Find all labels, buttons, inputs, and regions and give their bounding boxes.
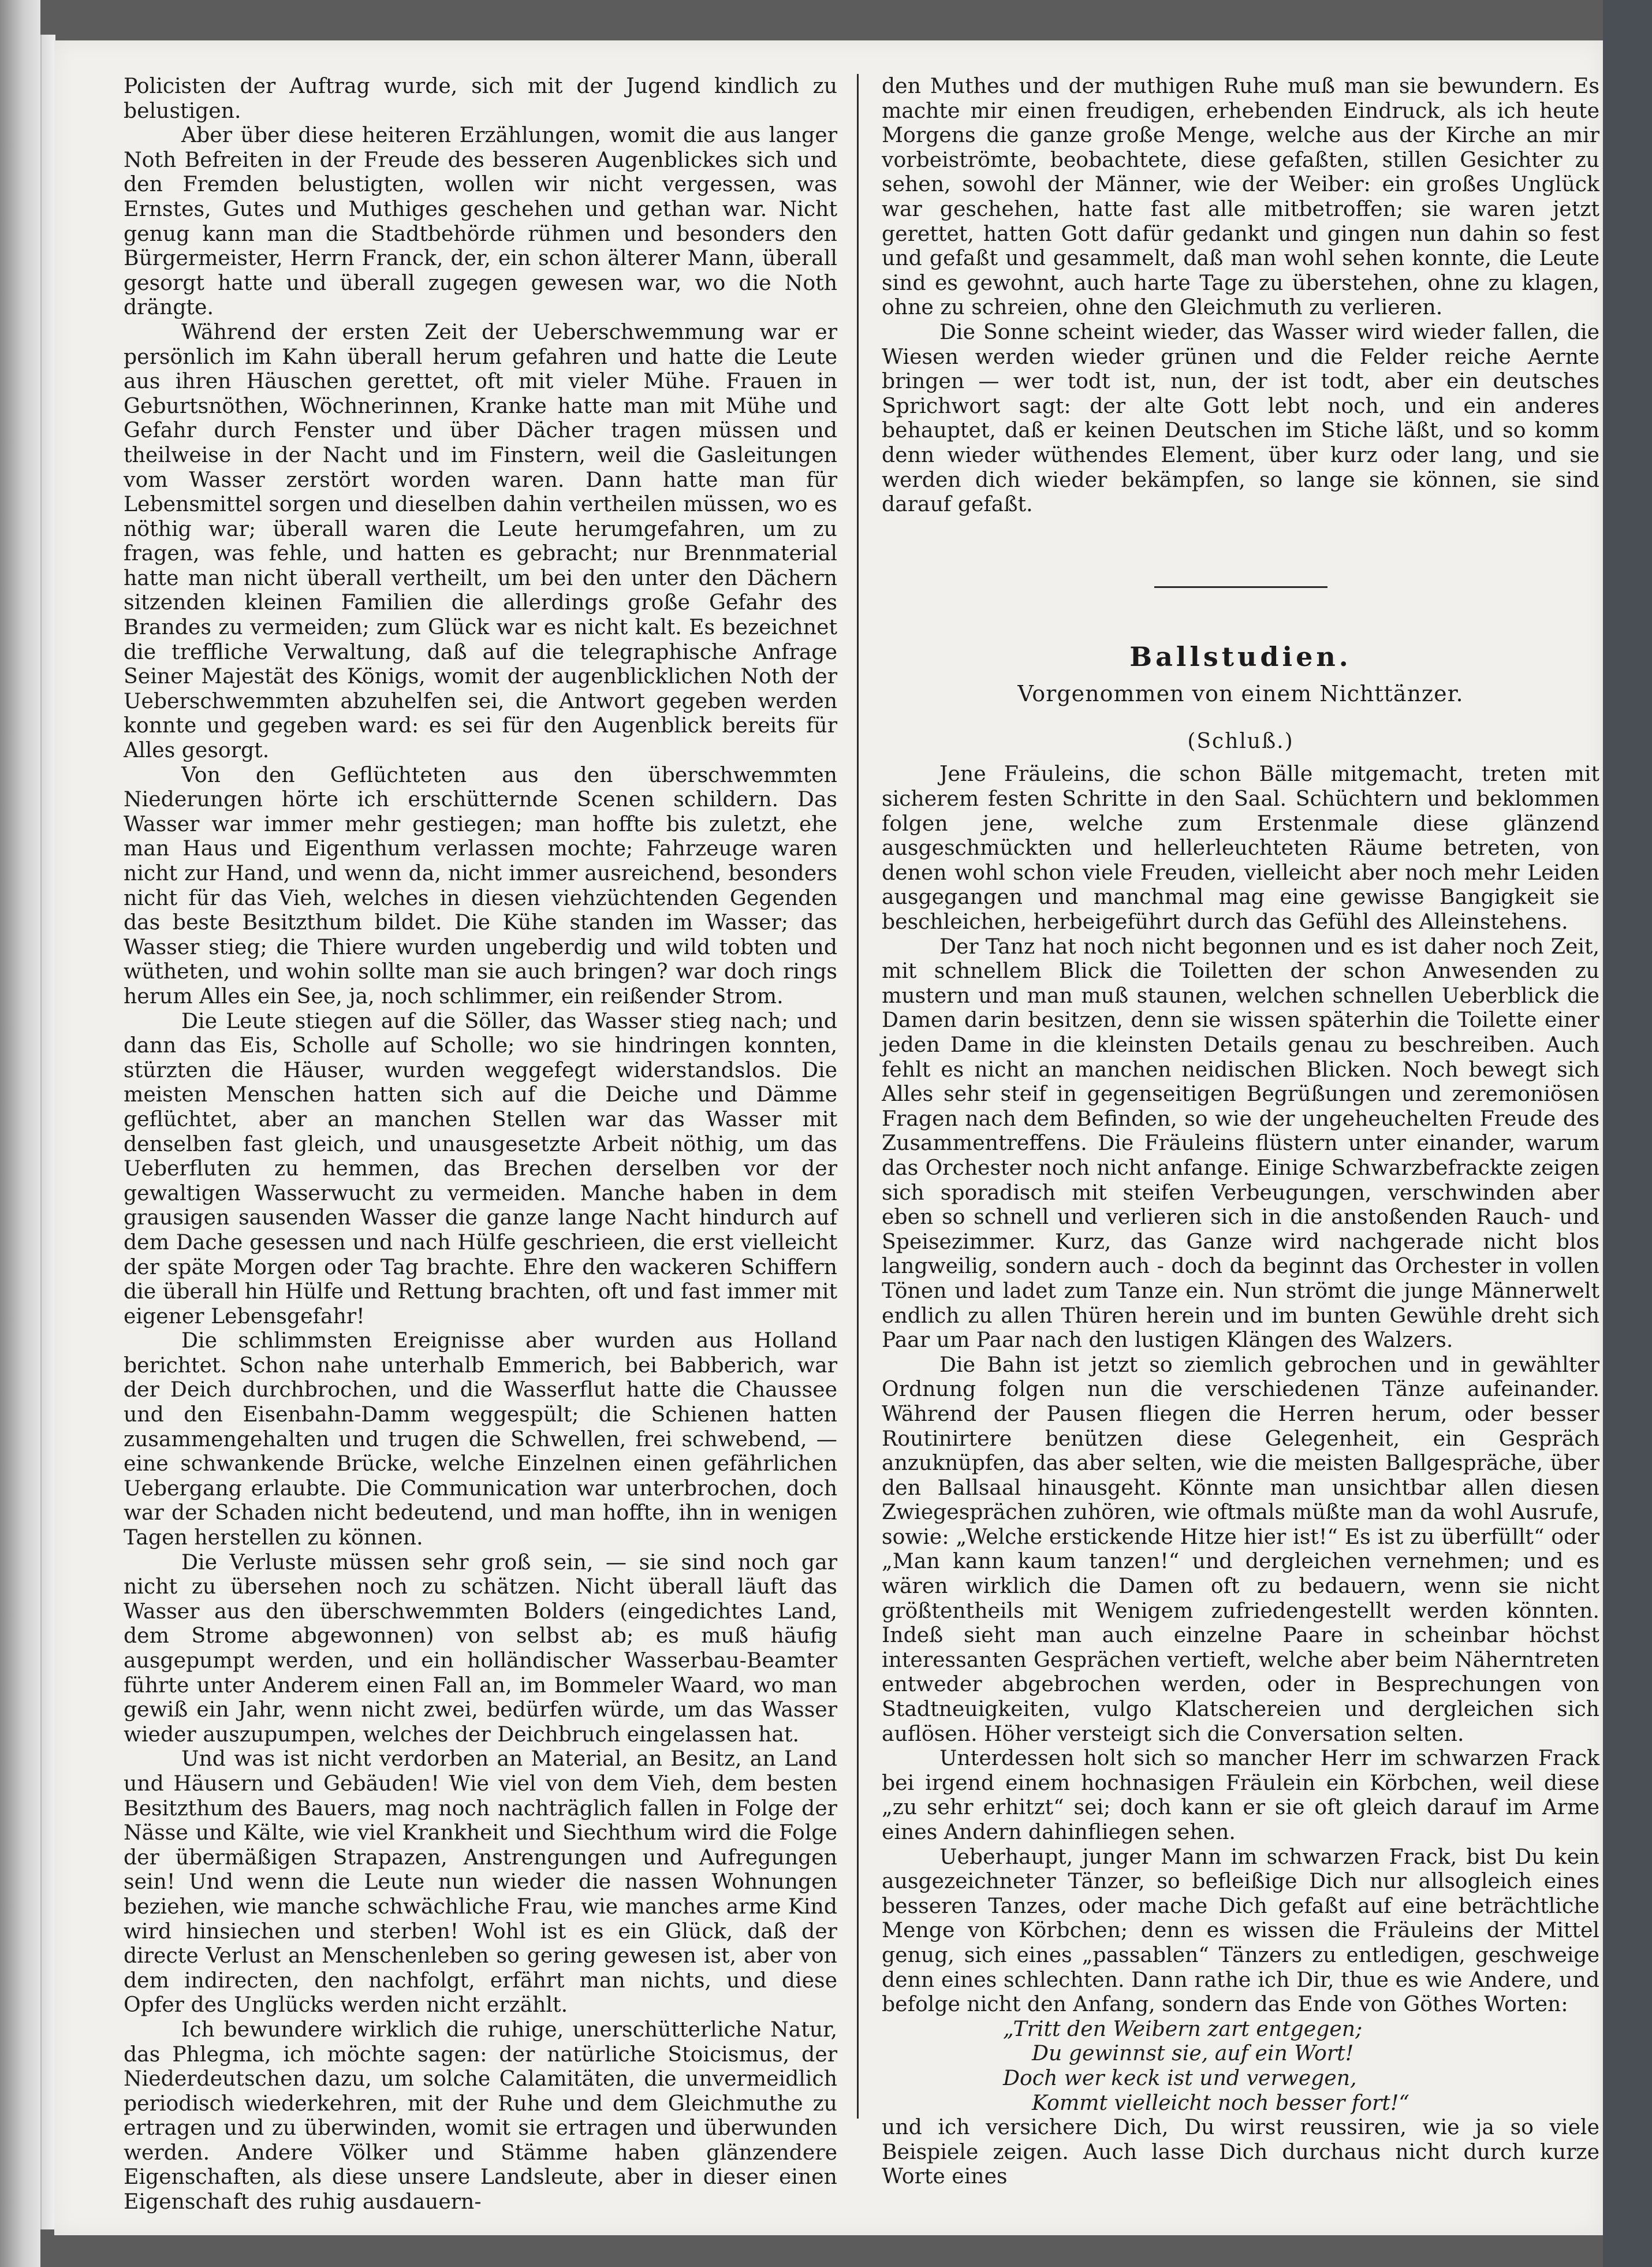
article-paragraph: Unterdessen holt sich so mancher Herr im schwarzen Frack bei irgend einem hochnasigen Fräulein ein Körbchen, weil diese „zu sehr erhitzt“ sei; doch kann er sie oft gleich darauf im Arme eines Andern dahinfliegen sehen.: [882, 1745, 1599, 1844]
verse-line: Doch wer keck ist und verwegen,: [1003, 2065, 1357, 2090]
right-paragraph: den Muthes und der muthigen Ruhe muß man sie bewundern. Es machte mir einen freudigen, erhebenden Eindruck, als ich heute Morgens die ganze große Menge, welche aus der Kirche an mir vorbeiströmte, beobachtete, diese gefaßten, stillen Gesichter zu sehen, sowohl der Männer, wie der Weiber: ein großes Unglück war geschehen, hatte fast alle mitbetroffen; sie waren jetzt gerettet, hatten Gott dafür gedankt und gingen nun dahin so fest und gefaßt und gesammelt, daß man wohl sehen konnte, die Leute sind es gewohnt, auch harte Tage zu überstehen, ohne zu klagen, ohne zu schreien, ohne den Gleichmuth zu verlieren.: [882, 73, 1599, 320]
right-paragraph: Die Sonne scheint wieder, das Wasser wird wieder fallen, die Wiesen werden wieder grünen und die Felder reiche Aernte bringen — wer todt ist, nun, der ist todt, aber ein deutsches Sprichwort sagt: der alte Gott lebt noch, und ein anderes behauptet, daß er keinen Deutschen im Stiche läßt, und so komm denn wieder wüthendes Element, über kurz oder lang, und sie werden dich wieder bekämpfen, so lange sie können, sie sind darauf gefaßt.: [882, 319, 1599, 517]
left-paragraph: Policisten der Auftrag wurde, sich mit der Jugend kindlich zu belustigen.: [124, 73, 837, 123]
article-paragraph: Die Bahn ist jetzt so ziemlich gebrochen und in gewählter Ordnung folgen nun die verschiedenen Tänze aufeinander. Während der Pausen fliegen die Herren herum, oder besser Routinirtere benützen diese Gelegenheit, ein Gespräch anzuknüpfen, das aber selten, wie die meisten Ballgespräche, über den Ballsaal hinausgeht. Könnte man unsichtbar allen diesen Zwiegesprächen zuhören, wie oftmals müßte man da wohl Ausrufe, sowie: „Welche erstickende Hitze hier ist!“ Es ist zu überfüllt“ oder „Man kann kaum tanzen!“ und dergleichen vernehmen; und es wären wirklich die Damen oft zu bedauern, wenn sie nicht größtentheils mit Wenigem zufriedengestellt werden könnten. Indeß sieht man auch einzelne Paare in scheinbar höchst interessanten Gesprächen vertieft, welche aber beim Näherntreten entweder abgebrochen werden, oder in Besprechungen von Stadtneuigkeiten, vulgo Klatschereien und dergleichen sich auflösen. Höher versteigt sich die Conversation selten.: [882, 1352, 1599, 1746]
left-paragraph: Und was ist nicht verdorben an Material, an Besitz, an Land und Häusern und Gebäuden! Wie viel von dem Vieh, dem besten Besitzthum des Bauers, mag noch nachträglich fallen in Folge der Nässe und Kälte, wie viel Krankheit und Siechthum wird die Folge der übermäßigen Strapazen, Anstrengungen und Aufregungen sein! Und wenn die Leute nun wieder die nassen Wohnungen beziehen, wie manche schwächliche Frau, wie manches arme Kind wird hinsiechen und sterben! Wohl ist es ein Glück, daß der directe Verlust an Menschenleben so gering gewesen ist, aber von dem indirecten, den nachfolgt, erfährt man nichts, und diese Opfer des Unglücks werden nicht erzählt.: [124, 1746, 837, 2017]
left-paragraph: Die Verluste müssen sehr groß sein, — sie sind noch gar nicht zu übersehen noch zu schätzen. Nicht überall läuft das Wasser aus den überschwemmten Bolders (eingedichtes Land, dem Strome abgewonnen) von selbst ab; es muß häufig ausgepumpt werden, und ein holländischer Wasserbau-Beamter führte unter Anderem einen Fall an, im Bommeler Waard, wo man gewiß ein Jahr, wenn nicht zwei, bedürfen würde, um das Wasser wieder auszupumpen, welches der Deichbruch eingelassen hat.: [124, 1549, 837, 1747]
left-paragraph: Von den Geflüchteten aus den überschwemmten Niederungen hörte ich erschütternde Scenen schildern. Das Wasser war immer mehr gestiegen; man hoffte bis zuletzt, ehe man Haus und Eigenthum verlassen mochte; Fahrzeuge waren nicht zur Hand, und wenn da, nicht immer ausreichend, besonders nicht für das Vieh, welches in diesen viehzüchtenden Gegenden das beste Besitzthum bildet. Die Kühe standen im Wasser; das Wasser stieg; die Thiere wurden ungeberdig und wild tobten und wütheten, und wohin sollte man sie auch bringen? war doch rings herum Alles ein See, ja, noch schlimmer, ein reißender Strom.: [124, 762, 837, 1008]
article-title: Ballstudien.: [1129, 641, 1352, 672]
verse-line: Du gewinnst sie, auf ein Wort!: [1032, 2041, 1354, 2066]
verse-line: „Tritt den Weibern zart entgegen;: [1003, 2016, 1363, 2041]
article-paragraph: und ich versichere Dich, Du wirst reussiren, wie ja so viele Beispiele zeigen. Auch lasse Dich durchaus nicht durch kurze Worte eines: [882, 2115, 1599, 2189]
scan-margin-right: [1603, 0, 1652, 2267]
left-paragraph: Aber über diese heiteren Erzählungen, womit die aus langer Noth Befreiten in der Freude des besseren Augenblickes sich und den Fremden belustigten, wollen wir nicht vergessen, was Ernstes, Gutes und Muthiges geschehen und gethan war. Nicht genug kann man die Stadtbehörde rühmen und besonders den Bürgermeister, Herrn Franck, der, ein schon älterer Mann, überall gesorgt hatte und überall zugegen gewesen war, wo die Noth drängte.: [124, 122, 837, 320]
quoted-verse: [1003, 2017, 1599, 2115]
left-paragraph: Die Leute stiegen auf die Söller, das Wasser stieg nach; und dann das Eis, Scholle auf Scholle; wo sie hindringen konnten, stürzten die Häuser, wurden weggefegt widerstandslos. Die meisten Menschen hatten sich auf die Deiche und Dämme geflüchtet, aber an manchen Stellen war das Wasser mit denselben fast gleich, und unausgesetzte Arbeit nöthig, um das Ueberfluten zu hemmen, das Brechen derselben vor der gewaltigen Wasserwucht zu vermeiden. Manche haben in dem grausigen sausenden Wasser die ganze lange Nacht hindurch auf dem Dache gesessen und nach Hülfe geschrieen, die erst vielleicht der späte Morgen oder Tag brachte. Ehre den wackeren Schiffern die überall hin Hülfe und Rettung brachten, oft und fast immer mit eigener Lebensgefahr!: [124, 1008, 837, 1328]
article-paragraph: Der Tanz hat noch nicht begonnen und es ist daher noch Zeit, mit schnellem Blick die Toiletten der schon Anwesenden zu mustern und man muß staunen, welchen schnellen Ueberblick die Damen darin besitzen, denn sie wissen späterhin die Toilette einer jeden Dame in die kleinsten Details genau zu beschreiben. Auch fehlt es nicht an manchen neidischen Blicken. Noch bewegt sich Alles sehr steif in gegenseitigen Begrüßungen und zeremoniösen Fragen nach dem Befinden, so wie der ungeheuchelten Freude des Zusammentreffens. Die Fräuleins flüstern unter einander, warum das Orchester noch nicht anfange. Einige Schwarzbefrackte zeigen sich sporadisch mit steifen Verbeugungen, verschwinden aber eben so schnell und verlieren sich in die anstoßenden Rauch- und Speisezimmer. Kurz, das Ganze wird nachgerade nicht blos langweilig, sondern auch - doch da beginnt das Orchester in vollen Tönen und ladet zum Tanze ein. Nun strömt die junge Männerwelt endlich zu allen Thüren herein und im bunten Gewühle dreht sich Paar um Paar nach den lustigen Klängen des Walzers.: [882, 933, 1599, 1353]
article-subtitle: Vorgenommen von einem Nichttänzer.: [1017, 681, 1464, 707]
section-separator: [1154, 586, 1327, 588]
binding-strip: [40, 35, 55, 2229]
newspaper-page: [54, 40, 1603, 2235]
column-divider: [857, 74, 859, 2119]
left-paragraph: Ich bewundere wirklich die ruhige, unerschütterliche Natur, das Phlegma, ich möchte sagen: der natürliche Stoicismus, der Niederdeutschen dazu, um solche Calamitäten, die unvermeidlich periodisch wiederkehren, mit der Ruhe und dem Gleichmuthe zu ertragen und zu überwinden, womit sie ertragen und überwunden werden. Andere Völker und Stämme haben glänzendere Eigenschaften, als diese unsere Landsleute, aber in dieser einen Eigenschaft des ruhig ausdauern-: [124, 2016, 837, 2214]
right-column: [882, 73, 1599, 2189]
article-continuation-note: (Schluß.): [1187, 729, 1294, 753]
verse-line: Kommt vielleicht noch besser fort!“: [1032, 2090, 1409, 2115]
left-column: [124, 73, 837, 2214]
left-paragraph: Die schlimmsten Ereignisse aber wurden aus Holland berichtet. Schon nahe unterhalb Emmerich, bei Babberich, war der Deich durchbrochen, und die Wasserflut hatte die Chaussee und den Eisenbahn-Damm weggespült; die Schienen hatten zusammengehalten und trugen die Schwellen, frei schwebend, — eine schwankende Brücke, welche Einzelnen einen gefährlichen Uebergang erlaubte. Die Communication war unterbrochen, doch war der Schaden nicht bedeutend, und man hoffte, ihn in wenigen Tagen herstellen zu können.: [124, 1328, 837, 1550]
article-paragraph: Ueberhaupt, junger Mann im schwarzen Frack, bist Du kein ausgezeichneter Tänzer, so befleißige Dich nur allsogleich eines besseren Tanzes, oder mache Dich gefaßt auf eine beträchtliche Menge von Körbchen; denn es wissen die Fräuleins der Mittel genug, sich eines „passablen“ Tänzers zu entledigen, geschweige denn eines schlechten. Dann rathe ich Dir, thue es wie Andere, und befolge nicht den Anfang, sondern das Ende von Göthes Worten:: [882, 1844, 1599, 2017]
scan-margin-left: [0, 0, 40, 2267]
left-paragraph: Während der ersten Zeit der Ueberschwemmung war er persönlich im Kahn überall herum gefahren und hatte die Leute aus ihren Häuschen gerettet, oft mit vieler Mühe. Frauen in Geburtsnöthen, Wöchnerinnen, Kranke hatte man mit Mühe und Gefahr durch Fenster und über Dächer tragen müssen und theilweise in der Nacht und im Finstern, weil die Gasleitungen vom Wasser zerstört worden waren. Dann hatte man für Lebensmittel sorgen und dieselben dahin vertheilen müssen, wo es nöthig war; überall waren die Leute herumgefahren, um zu fragen, was fehle, und hatten es gebracht; nur Brennmaterial hatte man nicht überall vertheilt, um bei den unter den Dächern sitzenden kleinen Familien die allerdings große Gefahr des Brandes zu vermeiden; zum Glück war es nicht kalt. Es bezeichnet die treffliche Verwaltung, daß auf die telegraphische Anfrage Seiner Majestät des Königs, womit der augenblicklichen Noth der Ueberschwemmten abzuhelfen sei, die Antwort gegeben werden konnte und gegeben ward: es sei für den Augenblick bereits für Alles gesorgt.: [124, 319, 837, 763]
article-paragraph: Jene Fräuleins, die schon Bälle mitgemacht, treten mit sicherem festen Schritte in den Saal. Schüchtern und beklommen folgen jene, welche zum Erstenmale diese glänzend ausgeschmückten und hellerleuchteten Räume betreten, von denen wohl schon viele Freuden, vielleicht aber noch mehr Leiden ausgegangen und manchmal mag eine gewisse Bangigkeit sie beschleichen, herbeigeführt durch das Gefühl des Alleinstehens.: [882, 761, 1599, 935]
